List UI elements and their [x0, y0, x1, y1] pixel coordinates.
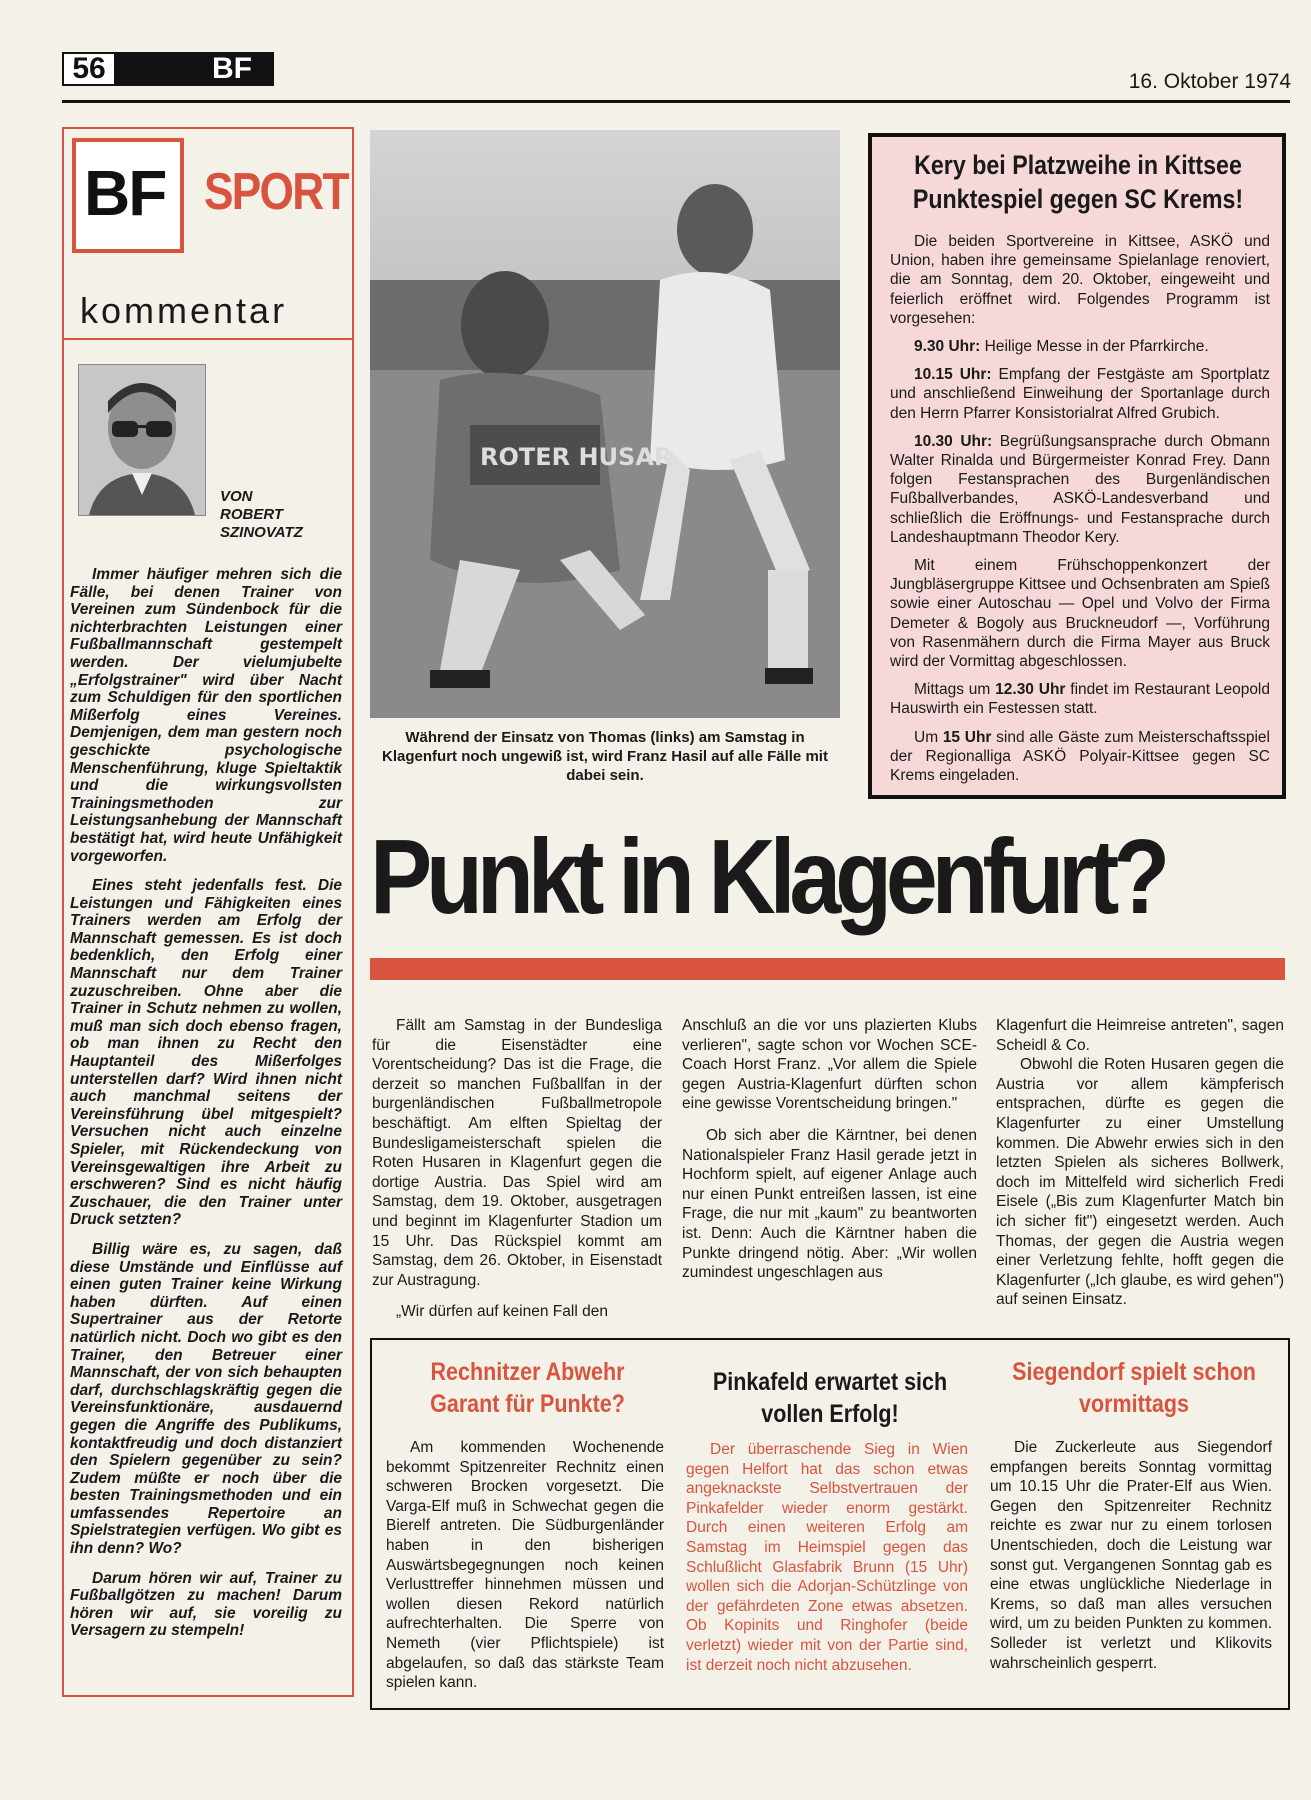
byline-line: ROBERT	[220, 506, 284, 523]
rechnitz-headline: Rechnitzer Abwehr Garant für Punkte?	[430, 1358, 625, 1418]
pinkafeld-text: Der überraschende Sieg in Wien gegen Helfort hat das schon etwas angeknackste Selbstvertrauen der Pinkafelder wieder enorm gestärkt. Durch einen weiteren Erfolg am Samstag im Heimspiel gegen das Schlußlicht Glasfabrik Brunn (15 Uhr) wollen sich die Adorjan-Schützlinge von der gefährdeten Zone etwas absetzen. Ob Kopinits und Ringhofer (beide verletzt) wieder mit von der Partie sind, ist derzeit noch nicht abzusehen.	[686, 1441, 968, 1674]
kommentar-heading: kommentar	[80, 290, 288, 331]
siegendorf-article	[990, 1438, 1272, 1673]
schedule-time: 15 Uhr	[942, 728, 992, 746]
schedule-time: 10.30 Uhr:	[914, 432, 993, 450]
rechnitz-text: Am kommenden Wochenende bekommt Spitzenreiter Rechnitz einen schweren Brocken vorgesetzt. Die Varga-Elf muß in Schwechat gegen die Bierelf antreten. Die Südburgenländer haben in den bisherigen Auswärtsbegegnungen noch keinen Verlusttreffer hinnehmen müssen und wollen diesen Rekord natürlich aufrechterhalten. Die Sperre von Nemeth (vier Pflichtspiele) ist abgelaufen, so daß das stärkste Team spielen kann.	[386, 1439, 664, 1692]
bf-logo	[72, 138, 184, 253]
kery-text: Um	[914, 728, 943, 746]
article-paragraph: Fällt am Samstag in der Bundesliga für die Eisenstädter eine Vorentscheidung? Das ist die Frage, die derzeit so manchen Fußballfan in der burgenländischen Fußballmetropole beschäftigt. Am elften Spieltag der Bundesligameisterschaft spielen die Roten Husaren in Klagenfurt gegen die dortige Austria. Das Spiel wird am Samstag, dem 19. Oktober, ausgetragen und beginnt im Klagenfurter Stadion um 15 Uhr. Das Rückspiel kommt am Samstag, dem 26. Oktober, in Eisenstadt zur Austragung.	[372, 1017, 662, 1289]
kery-intro: Die beiden Sportvereine in Kittsee, ASKÖ und Union, haben ihre gemeinsame Spielanlage renoviert, die am Sonntag, dem 20. Oktober, eingeweiht und feierlich eröffnet wird. Folgendes Programm ist vorgesehen:	[890, 233, 1270, 327]
headline-underline	[370, 958, 1285, 980]
siegendorf-text: Die Zuckerleute aus Siegendorf empfangen bereits Sonntag vormittag um 10.15 Uhr die Prater-Elf aus Wien. Gegen den Spitzenreiter Rechnitz reichte es zwar nur zu einem torlosen Unentschieden, doch die Leistung war sonst gut. Vergangenen Sonntag gab es eine etwas unglückliche Niederlage in Krems, so daß man alles versuchen wird, um zu beiden Punkten zu kommen. Solleder ist verletzt und Klikovits wahrscheinlich gesperrt.	[990, 1439, 1272, 1672]
kery-text: Mittags um	[914, 681, 996, 699]
article-paragraph: „Wir dürfen auf keinen Fall den	[396, 1303, 608, 1321]
article-paragraph: Ob sich aber die Kärntner, bei denen Nationalspieler Franz Hasil gerade jetzt in Hochform spielt, auf eigener Anlage auch nur einen Punkt entreißen lassen, ist eine Frage, die nur mit „kaum" zu beantworten ist. Denn: Auch die Kärntner haben die Punkte dringend nötig. Aber: „Wir wollen zumindest ungeschlagen aus	[682, 1126, 977, 1282]
commentary-text	[70, 566, 342, 1652]
jersey-text: ROTER HUSAR	[480, 443, 673, 471]
schedule-text: Heilige Messe in der Pfarrkirche.	[980, 338, 1209, 356]
kery-text: sind alle Gäste zum Meisterschaftsspiel der Regionalliga ASKÖ Polyair-Kittsee gegen SC Krems eingeladen.	[890, 728, 1270, 785]
kery-paragraph: Mit einem Frühschoppenkonzert der Jungbläsergruppe Kittsee und Ochsenbraten am Spieß sowie einer Autoschau — Opel und Volvo der Firma Demeter & Bogoly aus Bruckneudorf —, Vorführung von Rasenmähern durch die Firma Mayer aus Bruck wird der Vormittag abgeschlossen.	[890, 557, 1270, 671]
pinkafeld-headline: Pinkafeld erwartet sich vollen Erfolg!	[712, 1368, 948, 1428]
issue-date: 16. Oktober 1974	[1128, 70, 1291, 93]
schedule-item	[890, 337, 1270, 356]
kery-body	[890, 232, 1270, 794]
kery-title	[908, 148, 1249, 216]
author-byline	[220, 488, 303, 542]
article-paragraph: Anschluß an die vor uns plazierten Klubs verlieren", sagte schon vor Wochen SCE-Coach Horst Franz. „Vor allem die Spiele gegen Austria-Klagenfurt dürften schon eine gewisse Vorentscheidung bringen."	[682, 1017, 977, 1113]
schedule-text: Begrüßungsansprache durch Obmann Walter Rinalda und Bürgermeister Konrad Frey. Dann folgen Festansprachen des Burgenländischen Fußballverbandes, ASKÖ-Landesverband und schließlich die Eröffnungs- und Festansprache durch Landeshauptmann Theodor Kery.	[890, 432, 1271, 546]
page-number-bar	[62, 52, 274, 86]
match-photo	[370, 130, 840, 718]
schedule-time: 9.30 Uhr:	[914, 338, 981, 356]
article-column-3	[996, 1016, 1284, 1322]
pinkafeld-article	[686, 1440, 968, 1675]
rechnitz-article	[386, 1438, 664, 1693]
article-paragraph: Klagenfurt die Heimreise antreten", sagen Scheidl & Co.	[996, 1017, 1284, 1054]
commentary-paragraph: Immer häufiger mehren sich die Fälle, bei denen Trainer von Vereinen zum Sündenbock für die nichterbrachten Leistungen einer Fußballmannschaft gestempelt werden. Der vielumjubelte „Erfolgstrainer" wird über Nacht zum Schuldigen für den sportlichen Mißerfolg eines Vereines. Demjenigen, dem man gestern noch geschickte psychologische Menschenführung, kluge Spieltaktik und die wirkungsvollsten Trainingsmethoden zur Leistungsanhebung der Mannschaft bestätigt hat, wird heute Unfähigkeit vorgeworfen.	[70, 566, 342, 865]
main-headline: Punkt in Klagenfurt?	[370, 818, 1165, 936]
sport-heading: SPORT	[204, 163, 348, 221]
byline-line: SZINOVATZ	[220, 524, 303, 541]
section-code: BF	[212, 52, 252, 85]
schedule-time: 12.30 Uhr	[995, 681, 1066, 699]
schedule-text: Empfang der Festgäste am Sportplatz und anschließend Einweihung der Sportanlage durch den Herrn Pfarrer Konsistorialrat Alfred Grubich.	[890, 366, 1271, 422]
schedule-time: 10.15 Uhr:	[914, 366, 992, 384]
article-column-1	[372, 1016, 662, 1334]
byline-line: VON	[220, 488, 253, 505]
author-portrait	[78, 364, 206, 516]
kommentar-divider	[64, 338, 352, 340]
siegendorf-headline: Siegendorf spielt schon vormittags	[1012, 1358, 1256, 1418]
commentary-paragraph: Billig wäre es, zu sagen, daß diese Umstände und Einflüsse auf einen guten Trainer keine Wirkung haben dürften. Auf einen Supertrainer aus der Retorte natürlich nicht. Doch wo gibt es den Trainer, den Betreuer einer Mannschaft, der von sich behaupten darf, durchschlagskräftig gegen die Vereinsfunktionäre, ausdauernd gegen die Angriffe des Publikums, kontaktfreudig und doch distanziert den Spielern gegenüber zu sein? Zudem müßte er noch über die besten Trainingsmethoden und ein umfassendes Repertoire an Spielstrategien verfügen. Wo gibt es ihn denn? Wo?	[70, 1240, 342, 1558]
kery-title-line: Punktespiel gegen SC Krems!	[912, 184, 1244, 214]
commentary-paragraph: Darum hören wir auf, Trainer zu Fußballgötzen zu machen! Darum hören wir auf, sie voreilig zu Versagern zu stempeln!	[70, 1569, 342, 1640]
bf-logo-text: BF	[84, 157, 166, 229]
kery-text: findet im Restaurant Leopold Hauswirth ein Festessen statt.	[890, 681, 1270, 718]
article-paragraph: Obwohl die Roten Husaren gegen die Austria vor allem kämpferisch entsprachen, dürfte es gegen die Klagenfurter zu einer Umstellung kommen. Die Abwehr erwies sich in den letzten Spielen als sicheres Bollwerk, doch im Mittelfeld wird sicherlich Fredi Eisele („Bis zum Klagenfurter Match bin ich sicher fit") eingesetzt werden. Auch Thomas, der gegen die Austria wegen einer Verletzung fehlte, hofft gegen die Klagenfurter („Ich glaube, es wird gehen") auf seinen Einsatz.	[996, 1056, 1284, 1309]
schedule-item	[890, 432, 1270, 547]
photo-caption: Während der Einsatz von Thomas (links) am Samstag in Klagenfurt noch ungewiß ist, wird Franz Hasil auf alle Fälle mit dabei sein.	[382, 729, 828, 784]
commentary-paragraph: Eines steht jedenfalls fest. Die Leistungen und Fähigkeiten eines Trainers werden am Erfolg der Mannschaft gemessen. Es ist doch bedenklich, den Erfolg einer Mannschaft nur dem Trainer zuzuschreiben. Ohne aber die Trainer in Schutz nehmen zu wollen, muß man sich doch ebenso fragen, ob man ihnen zu Recht den Hauptanteil des Mißerfolges unterstellen darf? Wird ihnen nicht auch manchmal seitens der Vereinsführung übel mitgespielt? Versuchen nicht auch einzelne Spieler, mit Rückendeckung von Vereinsgewaltigen ihre Arbeit zu erschweren? Sind es nicht häufig Zuschauer, die den Trainer unter Druck setzten?	[70, 877, 342, 1229]
article-column-2	[682, 1016, 977, 1295]
schedule-item	[890, 365, 1270, 423]
kery-paragraph	[890, 728, 1270, 786]
header-divider	[62, 100, 1290, 103]
kery-paragraph	[890, 680, 1270, 718]
kery-title-line: Kery bei Platzweihe in Kittsee	[914, 150, 1242, 180]
page-number: 56	[62, 52, 116, 86]
